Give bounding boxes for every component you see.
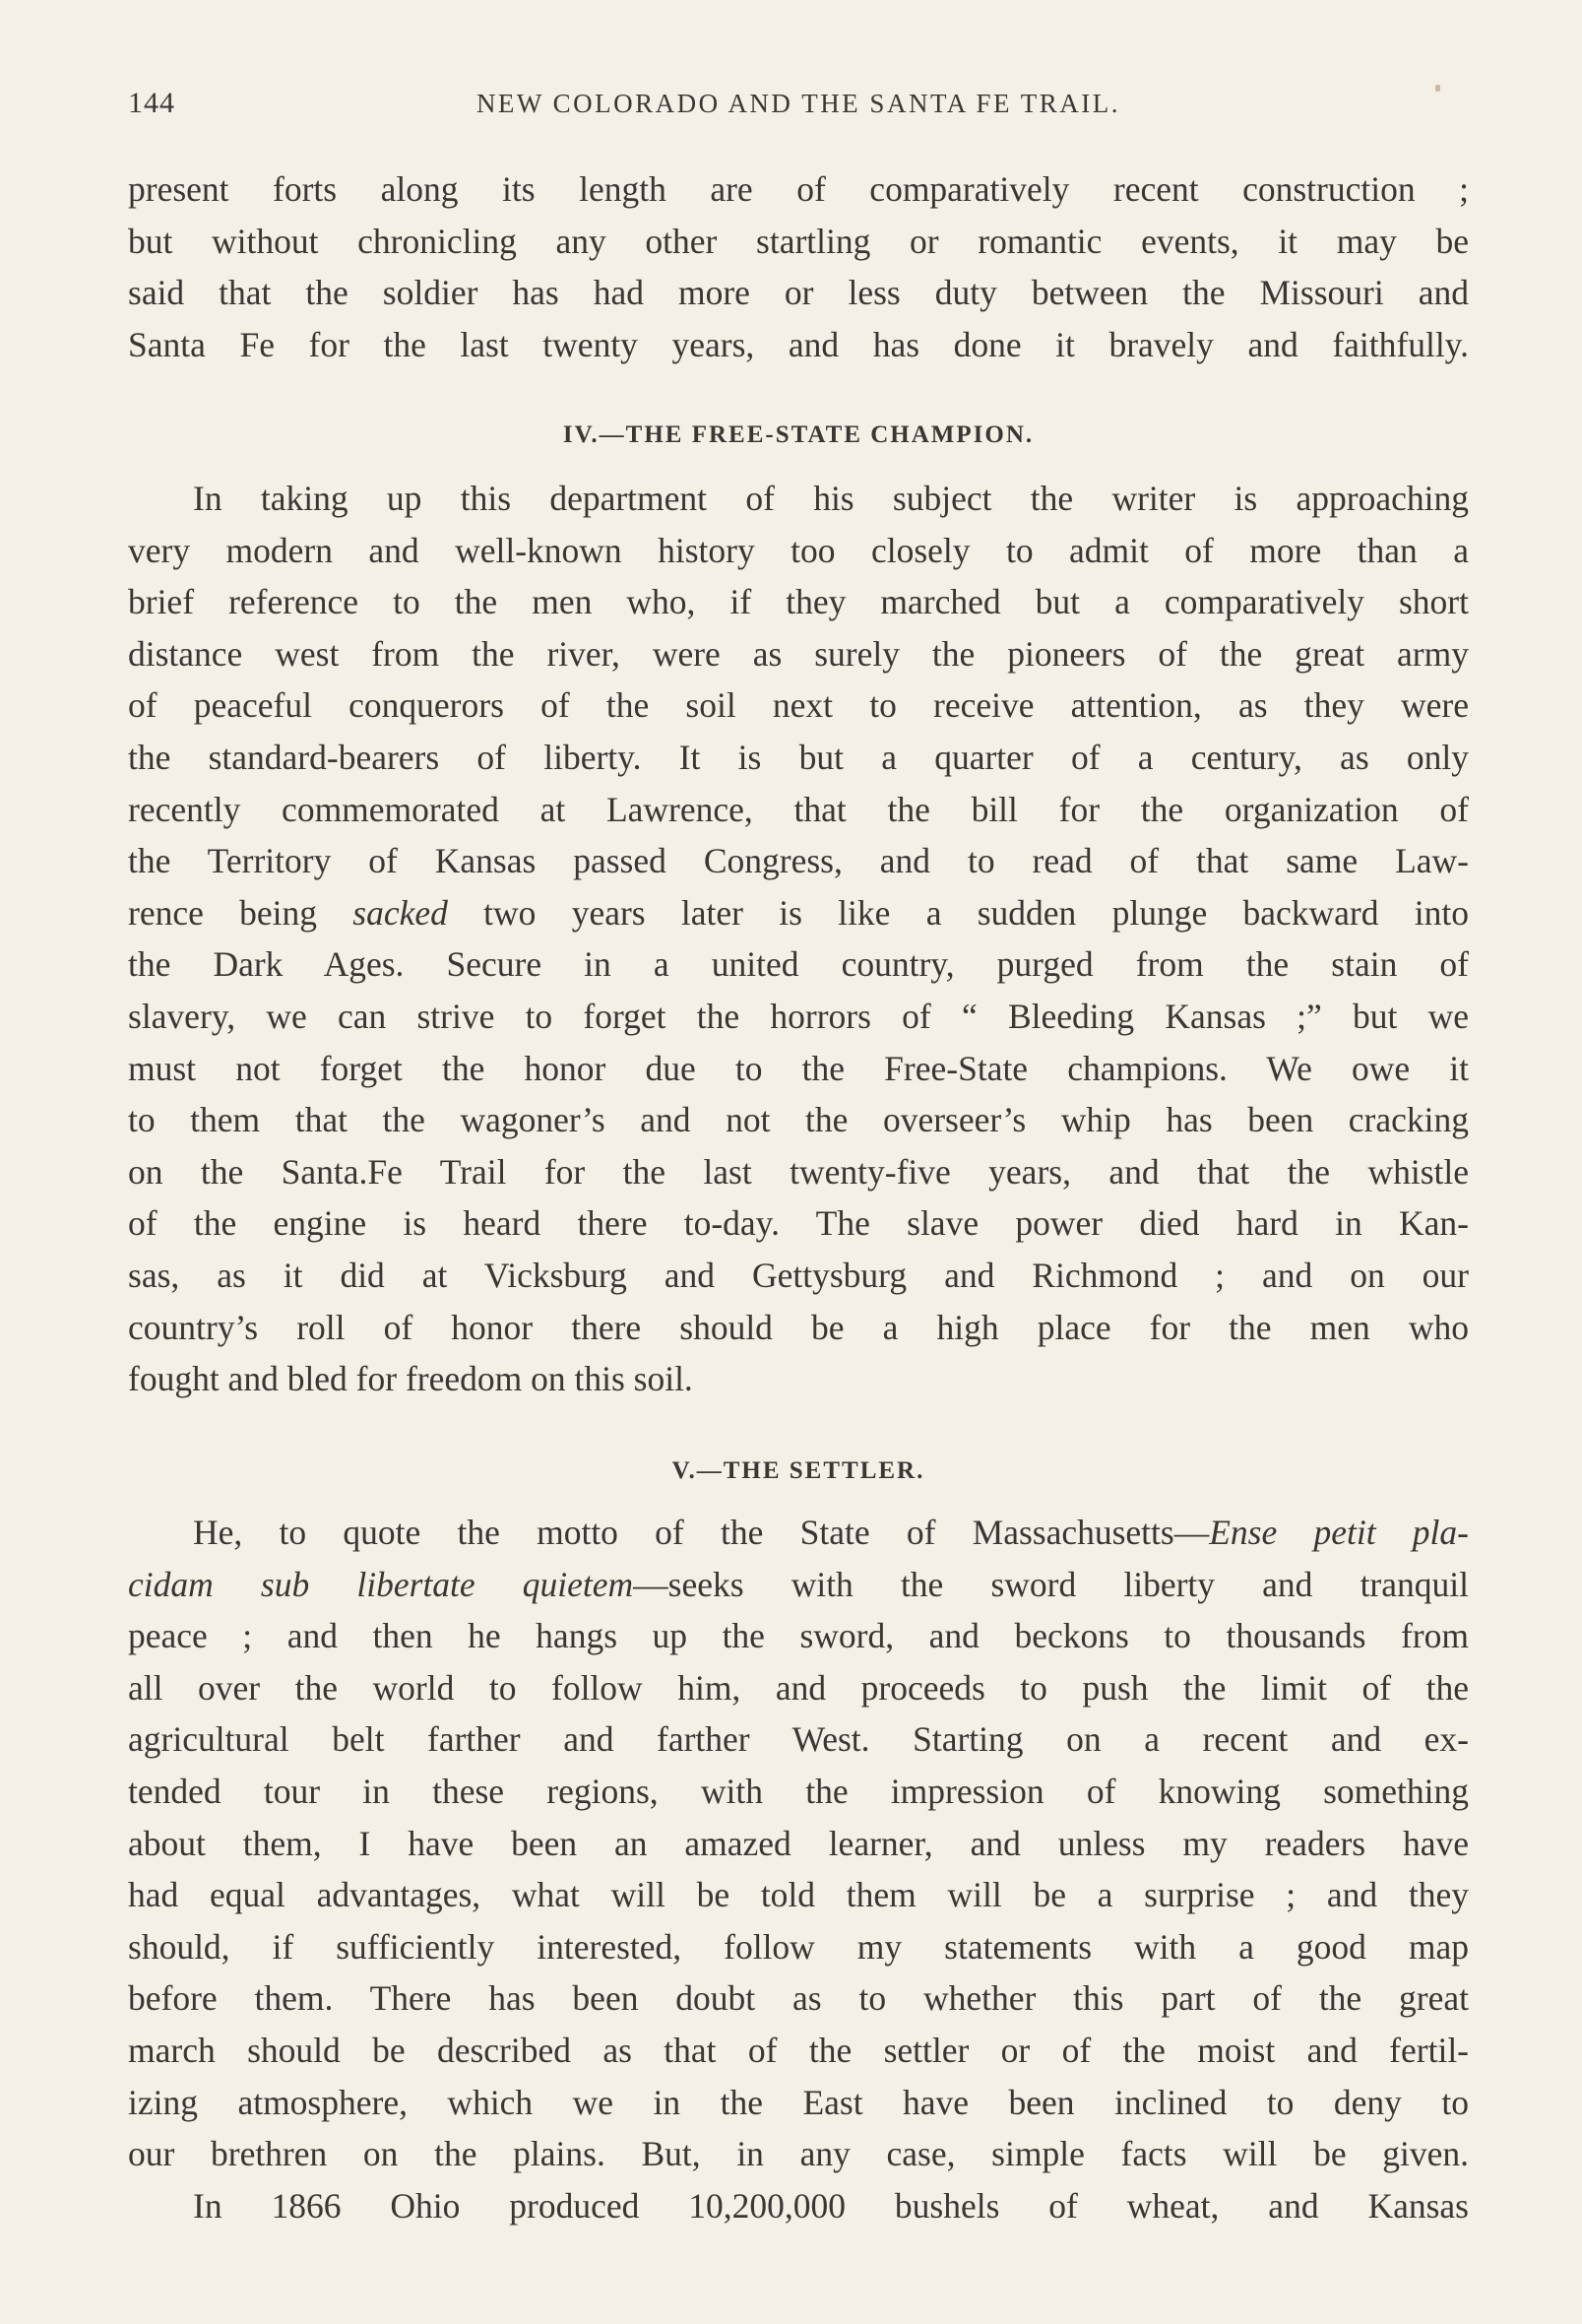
paragraph-settler — [128, 1507, 1469, 2180]
text-line: In 1866 Ohio produced 10,200,000 bushels of wheat, and Kansas — [193, 2186, 1469, 2226]
section-heading-v: V.—THE SETTLER. — [671, 1457, 925, 1484]
print-speck — [1435, 85, 1440, 92]
running-title: NEW COLORADO AND THE SANTA FE TRAIL. — [475, 89, 1121, 118]
text-line: but without chronicling any other startling or romantic events, it may be — [128, 221, 1469, 261]
page-header — [128, 87, 1469, 126]
text-line: country’s roll of honor there should be a high place for the men who — [128, 1307, 1469, 1347]
text-line: cidam sub libertate quietem—seeks with the sword liberty and tranquil — [128, 1564, 1469, 1604]
text-line: of peaceful conquerors of the soil next to receive attention, as they were — [128, 685, 1469, 726]
text-line: recently commemorated at Lawrence, that the bill for the organization of — [128, 789, 1469, 829]
page-number: 144 — [128, 87, 175, 119]
text-line: said that the soldier has had more or less duty between the Missouri and — [128, 273, 1469, 313]
text-line: Santa Fe for the last twenty years, and has done it bravely and faithfully. — [128, 324, 1469, 364]
text-line: present forts along its length are of comparatively recent construction ; — [128, 169, 1469, 209]
text-line: must not forget the honor due to the Free-State champions. We owe it — [128, 1048, 1469, 1088]
text-line: rence being sacked two years later is like a sudden plunge backward into — [128, 892, 1469, 933]
text-line: the standard-bearers of liberty. It is but a quarter of a century, as only — [128, 737, 1469, 777]
text-line: distance west from the river, were as surely the pioneers of the great army — [128, 633, 1469, 674]
text-line: of the engine is heard there to-day. The slave power died hard in Kan- — [128, 1203, 1469, 1244]
text-line: should, if sufficiently interested, follow my statements with a good map — [128, 1926, 1469, 1967]
text-line: brief reference to the men who, if they marched but a comparatively short — [128, 582, 1469, 622]
text-line: agricultural belt farther and farther West. Starting on a recent and ex- — [128, 1719, 1469, 1760]
text-line: march should be described as that of the settler or of the moist and fertil- — [128, 2030, 1469, 2070]
text-line: very modern and well-known history too closely to admit of more than a — [128, 530, 1469, 570]
text-line: slavery, we can strive to forget the horrors of “ Bleeding Kansas ;” but we — [128, 996, 1469, 1036]
text-line: before them. There has been doubt as to whether this part of the great — [128, 1978, 1469, 2019]
text-line: all over the world to follow him, and proceeds to push the limit of the — [128, 1667, 1469, 1708]
section-heading-iv: IV.—THE FREE-STATE CHAMPION. — [562, 421, 1035, 448]
text-line: our brethren on the plains. But, in any case, simple facts will be given. — [128, 2134, 1469, 2174]
text-line: to them that the wagoner’s and not the overseer’s whip has been cracking — [128, 1100, 1469, 1140]
text-line: He, to quote the motto of the State of Massachusetts—Ense petit pla- — [193, 1513, 1469, 1552]
text-line: the Territory of Kansas passed Congress, and to read of that same Law- — [128, 841, 1469, 881]
text-line: tended tour in these regions, with the impression of knowing something — [128, 1771, 1469, 1811]
text-line: fought and bled for freedom on this soil. — [128, 1359, 693, 1399]
text-line: the Dark Ages. Secure in a united country, purged from the stain of — [128, 944, 1469, 985]
text-line: In taking up this department of his subject the writer is approaching — [193, 479, 1469, 518]
text-line: sas, as it did at Vicksburg and Gettysburg and Richmond ; and on our — [128, 1255, 1469, 1295]
text-line: izing atmosphere, which we in the East have been inclined to deny to — [128, 2082, 1469, 2122]
text-line: about them, I have been an amazed learner, and unless my readers have — [128, 1823, 1469, 1863]
paragraph-free-state-champion — [128, 473, 1469, 1405]
paragraph-wheat — [128, 2180, 1469, 2232]
text-line: peace ; and then he hangs up the sword, and beckons to thousands from — [128, 1616, 1469, 1656]
text-line: on the Santa.Fe Trail for the last twenty-five years, and that the whistle — [128, 1151, 1469, 1192]
text-line: had equal advantages, what will be told them will be a surprise ; and they — [128, 1875, 1469, 1915]
paragraph-continued — [128, 163, 1469, 370]
